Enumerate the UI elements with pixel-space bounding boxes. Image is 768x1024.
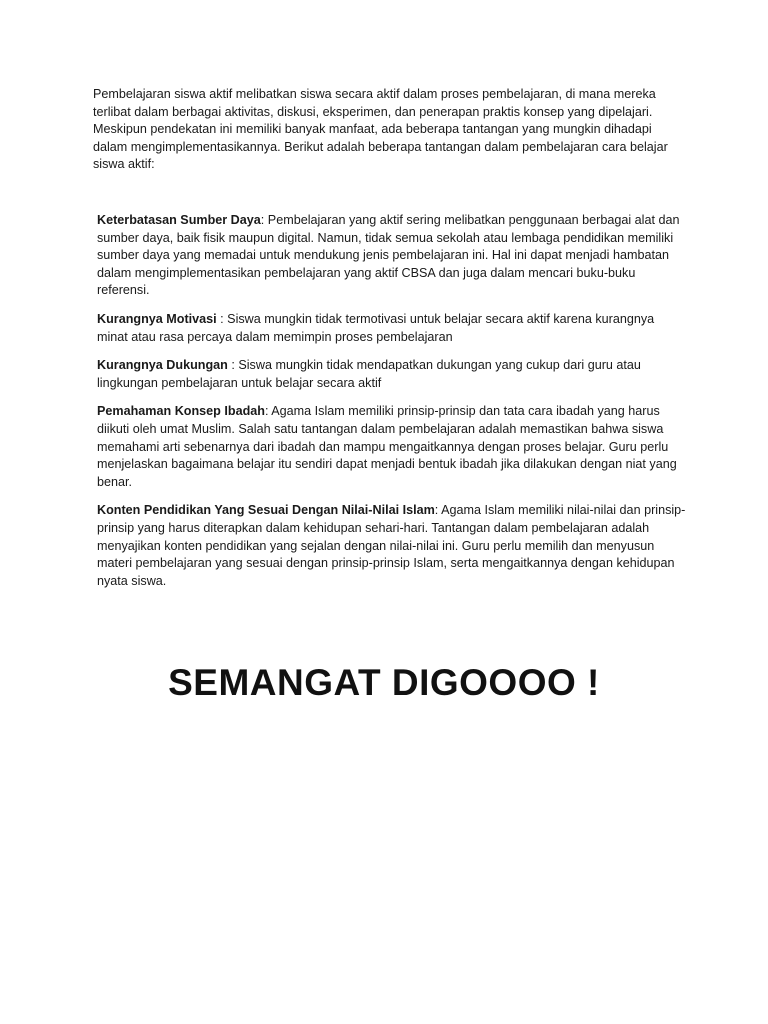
challenge-item-motivation [97, 311, 687, 346]
intro-paragraph: Pembelajaran siswa aktif melibatkan siswa secara aktif dalam proses pembelajaran, di mana mereka terlibat dalam berbagai aktivitas, diskusi, eksperimen, dan penerapan praktis konsep yang dipelajari. Meskipun pendekatan ini memiliki banyak manfaat, ada beberapa tantangan yang mungkin dihadapi dalam mengimplementasikannya. Berikut adalah beberapa tantangan dalam pembelajaran cara belajar siswa aktif: [93, 87, 668, 172]
challenge-item-support [97, 357, 687, 392]
challenge-description: : Agama Islam memiliki prinsip-prinsip dan tata cara ibadah yang harus diikuti oleh umat Muslim. Salah satu tantangan dalam pembelajaran adalah memastikan bahwa siswa memahami arti sebenarnya dari ibadah dan mampu mengaitkannya dengan proses belajar. Guru perlu menjelaskan bagaimana belajar itu sendiri dapat menjadi bentuk ibadah jika dilakukan dengan niat yang benar. [97, 404, 677, 489]
challenge-term: Kurangnya Motivasi [97, 311, 217, 326]
challenge-term: Pemahaman Konsep Ibadah [97, 404, 265, 419]
closing-heading: SEMANGAT DIGOOOO ! [168, 662, 600, 703]
challenge-description: : Siswa mungkin tidak mendapatkan dukungan yang cukup dari guru atau lingkungan pembelajaran untuk belajar secara aktif [97, 358, 641, 390]
challenge-list [97, 212, 687, 601]
challenge-term: Konten Pendidikan Yang Sesuai Dengan Nilai-Nilai Islam [97, 503, 435, 518]
challenge-description: : Agama Islam memiliki nilai-nilai dan prinsip-prinsip yang harus diterapkan dalam kehidupan sehari-hari. Tantangan dalam pembelajaran adalah menyajikan konten pendidikan yang sejalan dengan nilai-nilai ini. Guru perlu memilih dan menyusun materi pembelajaran yang sesuai dengan prinsip-prinsip Islam, serta mengaitkannya dengan kehidupan nyata siswa. [97, 503, 686, 588]
challenge-item-resources [97, 212, 687, 300]
challenge-term: Keterbatasan Sumber Daya [97, 213, 261, 227]
challenge-description: : Pembelajaran yang aktif sering melibatkan penggunaan berbagai alat dan sumber daya, baik fisik maupun digital. Namun, tidak semua sekolah atau lembaga pendidikan memiliki sumber daya yang memadai untuk mendukung jenis pembelajaran ini. Hal ini dapat menjadi hambatan dalam mengimplementasikan pembelajaran yang aktif CBSA dan juga dalam mencari buku-buku referensi. [97, 213, 680, 298]
challenge-item-worship [97, 403, 687, 491]
challenge-item-content [97, 502, 687, 590]
challenge-description: : Siswa mungkin tidak termotivasi untuk belajar secara aktif karena kurangnya minat atau rasa percaya dalam memimpin proses pembelajaran [97, 311, 655, 344]
challenge-term: Kurangnya Dukungan [97, 358, 228, 373]
